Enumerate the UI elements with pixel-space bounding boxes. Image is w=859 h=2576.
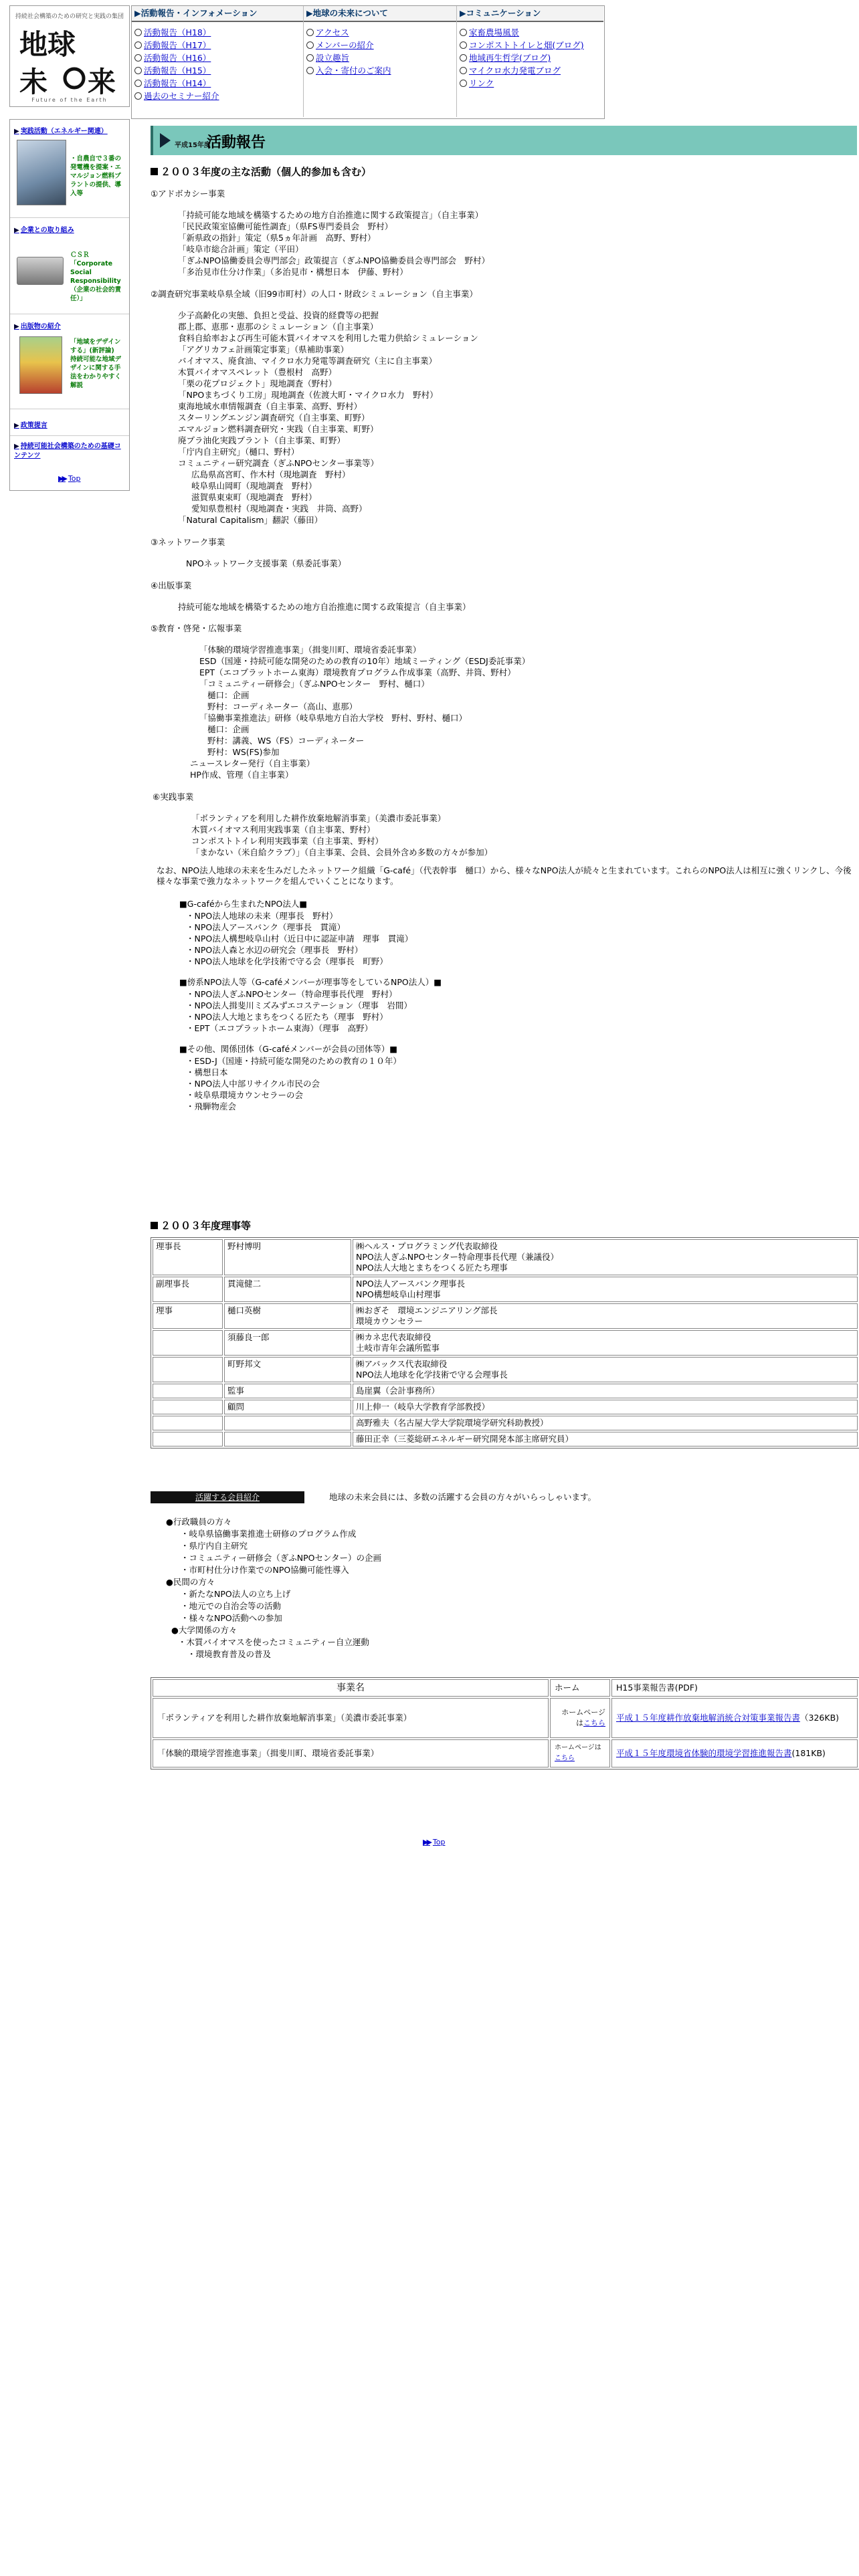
member-list-item: ●民間の方々	[166, 1577, 215, 1587]
text-line: 「まかない（米自給クラブ）」（自主事業、会員、会員外含め多数の方々が参加）	[191, 847, 493, 857]
text-line: 「Natural Capitalism」翻訳（藤田）	[178, 515, 323, 525]
gcafe-heading: ■G-caféから生まれたNPO法人■	[179, 899, 308, 909]
board-desc: 高野雅夫（名古屋大学大学院環境学研究科助教授）	[353, 1416, 858, 1430]
circle-bullet-icon	[460, 80, 467, 87]
nav-column-title: 活動報告・インフォメーション	[140, 8, 258, 18]
page-title-bar	[151, 126, 857, 155]
board-desc: ㈱ヘルス・プログラミング代表取締役 NPO法人ぎふNPOセンター特命理事長代理（兼議役） NPO法人大地とまちをつくる匠たち理事	[353, 1239, 858, 1275]
member-list-item: ・新たなNPO法人の立ち上げ	[181, 1589, 291, 1599]
table-row	[153, 1357, 858, 1382]
triangle-icon	[160, 133, 171, 148]
text-line: ESD（国連・持続可能な開発のための教育の10年）地域ミーティング（ESDJ委託事業）	[199, 656, 531, 666]
table-row	[153, 1432, 858, 1446]
nav-link[interactable]: リンク	[469, 78, 494, 88]
project-home-link[interactable]: こちら	[555, 1755, 575, 1762]
text-line: 「NPOまちづくり工房」現地調査（佐渡大町・マイクロ水力 野村）	[178, 390, 438, 400]
projects-header-home: ホーム	[550, 1679, 610, 1697]
circle-bullet-icon	[460, 54, 467, 62]
table-row	[153, 1400, 858, 1414]
page-title-year: 平成15年度	[175, 142, 211, 149]
block-heading: ⑤教育・啓発・広報事業	[151, 623, 242, 633]
text-line: コンポストトイレ利用実践事業（自主事業、野村）	[191, 836, 383, 846]
sidebar-corporate-text: ＣＳＲ「Corporate Social Responsibility（企業の社会的責任）」	[70, 251, 122, 302]
circle-bullet-icon	[460, 41, 467, 49]
nav-link[interactable]: 入会・寄付のご案内	[316, 66, 391, 76]
project-home-link[interactable]: こちら	[583, 1719, 605, 1727]
nav-link[interactable]: 設立趣旨	[316, 53, 350, 63]
nav-link[interactable]: メンバーの紹介	[316, 40, 374, 50]
network-paragraph: なお、NPO法人地球の未来を生みだしたネットワーク組織「G-café」（代表幹事 樋口）から、様々なNPO法人が続々と生まれています。これらのNPO法人は相互に強くリンクし、今後様々な事業で強力なネットワークを組んでいくことになります。	[157, 865, 852, 886]
circle-bullet-icon	[134, 29, 142, 36]
nav-item	[460, 26, 603, 39]
triangle-icon: ▶	[14, 422, 19, 429]
circle-bullet-icon	[134, 92, 142, 100]
nav-item	[134, 51, 303, 64]
list-item: ・EPT（エコプラットホーム東海）（理事 高野）	[186, 1023, 373, 1033]
nav-link[interactable]: アクセス	[316, 27, 349, 37]
projects-header-report: H15事業報告書(PDF)	[611, 1679, 858, 1697]
list-item: ・NPO法人森と水辺の研究会（理事長 野村）	[186, 945, 363, 955]
text-line: 滋賀県東束町（現地調査 野村）	[191, 492, 317, 502]
sidebar-energy-text: ・自農自で３番の発電機を提案・エマルジョン燃料プラントの提供、導入等	[70, 155, 122, 197]
nav-link[interactable]: マイクロ水力発電ブログ	[469, 66, 561, 76]
text-line: バイオマス、廃食油、マイクロ水力発電等調査研究（主に自主事業）	[178, 356, 438, 366]
board-name	[224, 1416, 351, 1430]
circle-bullet-icon	[306, 29, 314, 36]
circle-bullet-icon	[460, 29, 467, 36]
text-line: 「体験的環境学習推進事業」（揖斐川町、環境省委託事業）	[199, 645, 421, 655]
site-tagline: 持続社会構築のための研究と実践の集団	[15, 13, 124, 20]
text-line: 「岐阜市総合計画」策定（平田）	[178, 244, 304, 254]
nav-item	[306, 64, 456, 77]
nav-item	[134, 39, 303, 51]
board-role	[153, 1432, 223, 1446]
text-line: 野村：WS(FS)参加	[207, 747, 280, 757]
text-line: 樋口：企画	[207, 690, 250, 700]
list-item: ・飛騨物産会	[186, 1101, 237, 1111]
sidebar-link-corporate[interactable]: ▶ 企業との取り組み	[14, 227, 74, 234]
energy-plant-image[interactable]	[17, 140, 66, 205]
member-list-item: ●大学関係の方々	[171, 1625, 237, 1635]
text-line: 東海地域水車情報調査（自主事業、高野、野村）	[178, 401, 363, 411]
table-row	[153, 1277, 858, 1302]
text-line: 「ぎふNPO協働委員会専門部会」政策提言（ぎふNPO協働委員会専門部会 野村）	[178, 255, 490, 265]
nav-item	[306, 39, 456, 51]
board-desc: ㈱アバックス代表取締役 NPO法人地球を化学技術で守る会理事長	[353, 1357, 858, 1382]
text-line: 廃プラ油化実践プラント（自主事業、町野）	[178, 435, 346, 445]
text-line: ニュースレター発行（自主事業）	[190, 758, 315, 768]
text-line: 野村：講義、WS（FS）コーディネーター	[207, 736, 365, 746]
nav-item	[134, 64, 303, 77]
list-item: ・NPO法人構想岐阜山村（近日中に認証申請 理事 貫滝）	[186, 934, 413, 944]
list-item: ・NPO法人地球の未来（理事長 野村）	[186, 911, 338, 921]
text-line: 広島県高宮町、作木村（現地調査 野村）	[191, 469, 351, 479]
logo-subtitle: Future of the Earth	[31, 97, 108, 103]
circle-bullet-icon	[306, 41, 314, 49]
member-list-item: ・木質バイオマスを使ったコミュニティー自立運動	[178, 1637, 369, 1647]
text-line: HP作成、管理（自主事業）	[190, 770, 294, 780]
nav-item	[460, 77, 603, 90]
triangle-icon: ▶	[14, 128, 19, 135]
corporate-image[interactable]	[17, 257, 64, 285]
table-row	[153, 1303, 858, 1329]
board-name: 貫滝健二	[224, 1277, 351, 1302]
text-line: EPT（エコプラットホーム東海）環境教育プログラム作成事業（高野、井筒、野村）	[199, 667, 516, 677]
member-list-item: ・環境教育普及の普及	[187, 1649, 272, 1659]
block-heading: ⑥実践事業	[153, 792, 194, 802]
text-line: 「庁内自主研究」（樋口、野村）	[178, 447, 300, 457]
list-item: ・岐阜県環境カウンセラーの会	[186, 1090, 304, 1100]
double-triangle-icon: ▶▶	[58, 474, 66, 483]
nav-column-communication	[457, 6, 603, 117]
nav-link[interactable]: 活動報告（H14）	[144, 78, 211, 88]
svg-text:未: 未	[19, 66, 48, 97]
board-desc: NPO法人アースバンク理事長 NPO構想岐阜山村理事	[353, 1277, 858, 1302]
board-role	[153, 1384, 223, 1398]
list-item: ・NPO法人地球を化学技術で守る会（理事長 町野）	[186, 956, 388, 966]
member-list-item: ・地元での自治会等の活動	[181, 1601, 282, 1611]
board-desc: 藤田正幸（三菱総研エネルギー研究開発本部主席研究員）	[353, 1432, 858, 1446]
board-desc: ㈱カネ忠代表取締役 土岐市青年会議所監事	[353, 1330, 858, 1356]
board-name: 監事	[224, 1384, 351, 1398]
text-line: 「持続可能な地域を構築するための地方自治推進に関する政策提言」（自主事業）	[178, 210, 484, 220]
sidebar-link-policy[interactable]: ▶ 政策提言	[14, 422, 47, 429]
board-role	[153, 1416, 223, 1430]
circle-bullet-icon	[134, 41, 142, 49]
triangle-icon: ▶	[306, 8, 313, 18]
project-report-link[interactable]: 平成１５年度耕作放棄地解消統合対策事業報告書	[616, 1713, 801, 1723]
nav-link[interactable]: 家畜農場風景	[469, 27, 520, 37]
nav-link[interactable]: 地域再生哲学(ブログ)	[469, 53, 551, 63]
square-bullet-icon	[151, 1222, 158, 1229]
board-name: 野村博明	[224, 1239, 351, 1275]
triangle-icon: ▶	[14, 227, 19, 234]
sidebar	[9, 119, 130, 491]
projects-header-name: 事業名	[153, 1679, 549, 1697]
nav-item	[306, 51, 456, 64]
member-list-item: ●行政職員の方々	[166, 1517, 232, 1527]
member-list-item: ・岐阜県協働事業推進士研修のプログラム作成	[181, 1529, 357, 1539]
board-name: 顧問	[224, 1400, 351, 1414]
sidebar-link-publications[interactable]: ▶ 出版物の紹介	[14, 323, 61, 330]
triangle-icon: ▶	[460, 8, 466, 18]
board-role	[153, 1330, 223, 1356]
table-row	[153, 1330, 858, 1356]
board-role: 理事長	[153, 1239, 223, 1275]
board-table	[151, 1237, 859, 1448]
member-list-item: ・市町村仕分け作業でのNPO協働可能性導入	[181, 1565, 349, 1575]
table-row	[153, 1384, 858, 1398]
sidebar-divider	[10, 217, 129, 218]
board-desc: ㈱おぎそ 環境エンジニアリング部長 環境カウンセラー	[353, 1303, 858, 1329]
text-line: 野村：コーディネーター（高山、恵那）	[207, 702, 358, 712]
sidebar-divider	[10, 435, 129, 436]
board-name	[224, 1432, 351, 1446]
nav-column-activities	[132, 6, 304, 117]
circle-bullet-icon	[306, 67, 314, 74]
text-line: 「アグリカフェ計画策定事業」（県補助事業）	[178, 344, 349, 354]
text-line: 樋口：企画	[207, 724, 250, 734]
text-line: 「民民政策室協働可能性調査」（県FS専門委員会 野村）	[178, 221, 393, 231]
related-org-heading: ■その他、関係団体（G-caféメンバーが会員の団体等）■	[179, 1044, 398, 1054]
circle-bullet-icon	[460, 67, 467, 74]
nav-link[interactable]: コンポストトイレと畑(ブログ)	[469, 40, 584, 50]
nav-item	[460, 64, 603, 77]
nav-item	[460, 51, 603, 64]
triangle-icon: ▶	[14, 323, 19, 330]
project-report-size: （326KB)	[800, 1713, 840, 1723]
text-line: 「栗の花プロジェクト」現地調査（野村）	[178, 379, 337, 389]
svg-text:地球: 地球	[19, 28, 76, 61]
circle-bullet-icon	[134, 67, 142, 74]
nav-item	[134, 77, 303, 90]
nav-link[interactable]: 活動報告（H17）	[144, 40, 211, 50]
square-bullet-icon	[151, 168, 158, 175]
member-list-item: ・コミュニティー研修会（ぎふNPOセンター）の企画	[181, 1553, 381, 1563]
member-intro-text: 地球の未来会員には、多数の活躍する会員の方々がいらっしゃいます。	[329, 1492, 597, 1502]
block-heading: ④出版事業	[151, 580, 192, 591]
page-title: 活動報告	[207, 134, 266, 151]
project-name: 「ボランティアを利用した耕作放棄地解消事業」（美濃市委託事業）	[153, 1698, 549, 1738]
sidebar-link-contents[interactable]: ▶ 持続可能社会構築のための基礎コンテンツ	[14, 443, 121, 459]
text-line: 「新県政の指針」策定（県5ヵ年計画 高野、野村）	[178, 233, 376, 243]
circle-bullet-icon	[134, 54, 142, 62]
block-heading: ②調査研究事業岐阜県全域（旧99市町村）の人口・財政シミュレーション（自主事業）	[151, 289, 478, 299]
text-line: 木質バイオマスペレット（豊根村 高野）	[178, 367, 337, 377]
board-name: 須藤良一郎	[224, 1330, 351, 1356]
nav-item	[460, 39, 603, 51]
nav-column-title: 地球の未来について	[312, 8, 388, 18]
nav-link[interactable]: 活動報告（H18）	[144, 27, 211, 37]
text-line: スターリングエンジン調査研究（自主事業、町野）	[178, 413, 370, 423]
board-desc: 島崖翼（会計事務所）	[353, 1384, 858, 1398]
list-item: ・NPO法人中部リサイクル市民の会	[186, 1079, 320, 1089]
project-home-prefix: ホームページは	[555, 1744, 601, 1751]
member-intro-bar[interactable]: 活躍する会員紹介	[151, 1491, 304, 1503]
book-cover-image[interactable]	[19, 336, 62, 394]
list-item: ・構想日本	[186, 1067, 228, 1077]
board-role: 理事	[153, 1303, 223, 1329]
nav-item	[306, 26, 456, 39]
logo-graphic	[18, 25, 122, 97]
section-heading-activities: ２００３年度の主な活動（個人的参加も含む）	[151, 165, 371, 179]
site-logo[interactable]	[9, 5, 130, 107]
board-role: 副理事長	[153, 1277, 223, 1302]
double-triangle-icon: ▶▶	[423, 1838, 430, 1846]
board-name: 樋口英樹	[224, 1303, 351, 1329]
board-name: 町野邦文	[224, 1357, 351, 1382]
text-line: NPOネットワーク支援事業（県委託事業）	[186, 558, 347, 568]
sidebar-top-link[interactable]: ▶▶ Top	[58, 474, 81, 483]
block-heading: ①アドボカシー事業	[151, 189, 225, 199]
nav-column-about	[304, 6, 457, 117]
text-line: 岐阜県山岡町（現地調査 野村）	[191, 481, 317, 491]
project-home-prefix: ホームページは	[561, 1708, 605, 1727]
top-navigation	[131, 5, 605, 119]
project-report-size: (181KB)	[791, 1748, 826, 1758]
text-line: コミュニティー研究調査（ぎふNPOセンター事業等）	[178, 458, 379, 468]
nav-link[interactable]: 活動報告（H15）	[144, 66, 211, 76]
text-line: 少子高齢化の実態、負担と受益、投資的経費等の把握	[178, 310, 379, 320]
sidebar-publication-text: 「地域をデザインする」(新評論) 持続可能な地域デザインに関する手法をわかりやすく解説	[70, 338, 122, 389]
svg-text:来: 来	[88, 66, 116, 97]
nav-link[interactable]: 過去のセミナー紹介	[144, 91, 219, 101]
text-line: 「ボランティアを利用した耕作放棄地解消事業」（美濃市委託事業）	[191, 813, 446, 823]
triangle-icon: ▶	[134, 8, 141, 18]
board-role	[153, 1400, 223, 1414]
list-item: ・NPO法人揖斐川ミズみずエコステーション（理事 岩間）	[186, 1000, 412, 1010]
member-list-item: ・県庁内自主研究	[181, 1541, 248, 1551]
page-top-link[interactable]: ▶▶ Top	[423, 1838, 446, 1846]
nav-item	[134, 26, 303, 39]
circle-bullet-icon	[134, 80, 142, 87]
list-item: ・NPO法人大地とまちをつくる匠たち（理事 野村）	[186, 1012, 388, 1022]
list-item: ・ESD-J（国連・持続可能な開発のための教育の１０年）	[186, 1056, 401, 1066]
board-desc: 川上伸一（岐阜大学教育学部教授）	[353, 1400, 858, 1414]
section-heading-board: ２００３年度理事等	[151, 1218, 251, 1232]
member-list-item: ・様々なNPO活動への参加	[181, 1613, 282, 1623]
project-name: 「体験的環境学習推進事業」（揖斐川町、環境省委託事業）	[153, 1739, 549, 1767]
nav-link[interactable]: 活動報告（H16）	[144, 53, 211, 63]
text-line: 食料自給率および再生可能木質バイオマスを利用した電力供給シミュレーション	[178, 333, 478, 343]
list-item: ・NPO法人アースバンク（理事長 貫滝）	[186, 922, 345, 932]
nav-column-title: コミュニケーション	[466, 8, 541, 18]
text-line: 郡上郡、恵那・恵那のシミュレーション（自主事業）	[178, 322, 379, 332]
text-line: 「協働事業推進法」研修（岐阜県地方自治大学校 野村、野村、樋口）	[199, 713, 468, 723]
text-line: 「多治見市仕分け作業」（多治見市・構想日本 伊藤、野村）	[178, 267, 408, 277]
text-line: 木質バイオマス利用実践事業（自主事業、野村）	[191, 825, 375, 835]
projects-table	[151, 1677, 859, 1769]
project-report-link[interactable]: 平成１５年度環境省体験的環境学習推進報告書	[616, 1748, 792, 1758]
text-line: 持続可能な地域を構築するための地方自治推進に関する政策提言（自主事業）	[178, 602, 471, 612]
member-org-heading: ■傍系NPO法人等（G-caféメンバーが理事等をしているNPO法人）■	[179, 977, 442, 987]
block-heading: ③ネットワーク事業	[151, 537, 225, 547]
sidebar-link-energy[interactable]: ▶ 実践活動（エネルギー関連）	[14, 128, 108, 135]
nav-item	[134, 90, 303, 102]
text-line: 「コミュニティー研修会」（ぎふNPOセンター 野村、樋口）	[199, 679, 430, 689]
table-row	[153, 1416, 858, 1430]
triangle-icon: ▶	[14, 443, 19, 450]
circle-bullet-icon	[306, 54, 314, 62]
table-row	[153, 1239, 858, 1275]
text-line: エマルジョン燃料調査研究・実践（自主事業、町野）	[178, 424, 379, 434]
board-role	[153, 1357, 223, 1382]
list-item: ・NPO法人ぎふNPOセンター（特命理事長代理 野村）	[186, 989, 397, 999]
text-line: 愛知県豊根村（現地調査・実践 井筒、高野）	[191, 504, 367, 514]
